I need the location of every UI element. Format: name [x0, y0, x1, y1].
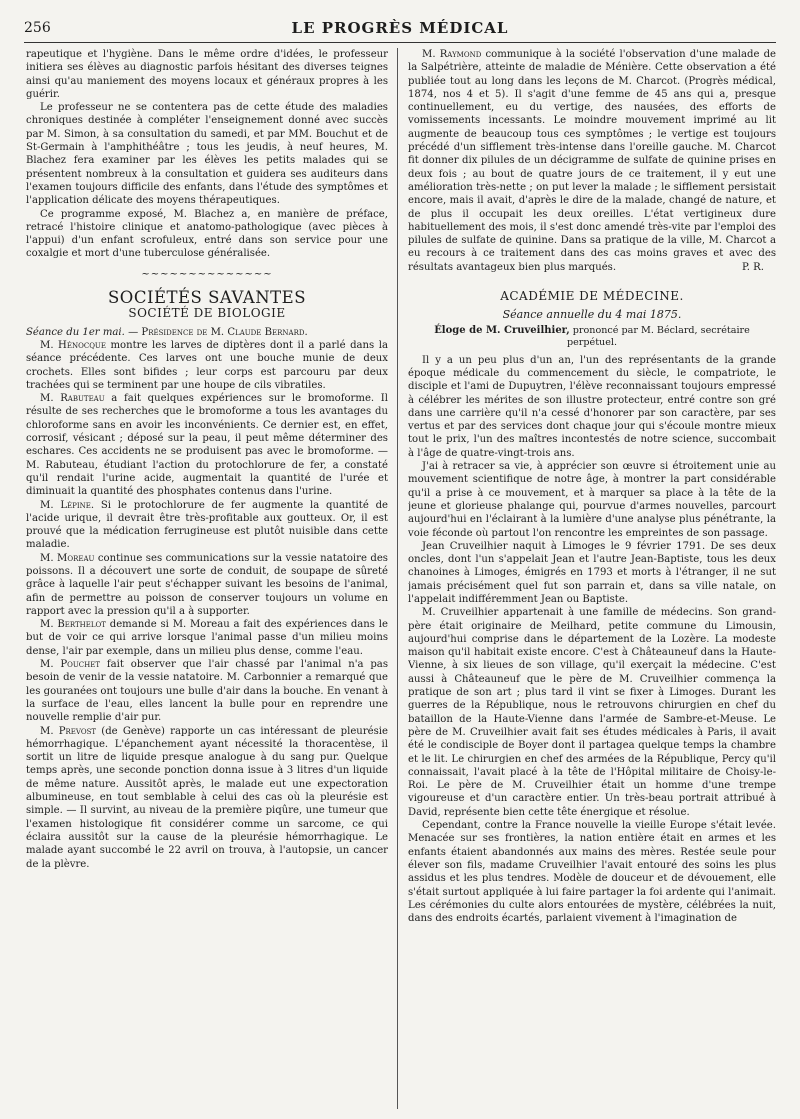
subsection-title: SOCIÉTÉ DE BIOLOGIE — [128, 306, 286, 321]
paragraph: M. Raymond communique à la société l'observation d'une malade de la Salpétrière, atteinte de maladie de Ménière. Cette observation a été publiée tout au long dans les leçons de M. Charcot. (Progrès médical, 1874, nos 4 et 5). Il s'agit d'une femme de 45 ans qui a, presque continuellement, eu du vertige, des nausées, des efforts de vomissements incessants. Le moindre mouvement imprimé au lit augmente de beaucoup tous ces symptômes ; le vertige est toujours précédé d'un sifflement très-intense dans l'oreille gauche. M. Charcot fit donner dix pilules de un décigramme de sulfate de quinine prises en deux fois ; au bout de quatre jours de ce traitement, il y eut une amélioration très-nette ; on put lever la malade ; le sifflement persistait encore, mais il avait, d'après le dire de la malade, changé de nature, et de plus il occupait les deux oreilles. L'état vertigineux dure habituellement des mois, il s'est donc amendé très-vite par l'emploi des pilules de sulfate de quinine. Dans sa pratique de la ville, M. Charcot a eu recours à ce traitement dans des cas moins graves et avec des résultats avantageux bien plus marqués. P. R. — [408, 49, 776, 273]
column-divider — [397, 48, 398, 1109]
paragraph: Cependant, contre la France nouvelle la vieille Europe s'était levée. Menacée sur ses frontières, la nation entière était en armes et les enfants étaient abandonnés aux mains des mères. Restée seule pour élever son fils, madame Cruveilhier l'avait entouré des soins les plus assidus et les plus tendres. Modèle de douceur et de dévouement, elle s'était surtout appliquée à lui faire partager la foi ardente qui l'animait. Les cérémonies du culte alors entourées de mystère, célébrées la nuit, dans des endroits écartés, parlaient vivement à l'imagination de — [408, 820, 776, 925]
speaker-name: M. Pouchet — [40, 659, 101, 671]
speaker-name: M. Moreau — [40, 552, 95, 564]
paragraph: J'ai à retracer sa vie, à apprécier son œuvre si étroitement unie au mouvement scientifique de notre âge, à montrer la part considérable qu'il a prise à ce mouvement, et à marquer sa place à la tête de la jeune et glorieuse phalange qui, pourvue d'armes nouvelles, parcourt aujourd'hui en l'éclairant à la lumière d'une analyse plus pénétrante, la voie féconde où partout l'on rencontre les empreintes de son passage. — [408, 461, 776, 539]
paragraph: rapeutique et l'hygiène. Dans le même ordre d'idées, le professeur initiera ses élèves au diagnostic parfois hésitant des diverses teignes ainsi qu'au maniement des moyens locaux et généraux propres à les guérir. — [26, 49, 388, 100]
speaker-name: M. Berthelot — [40, 619, 106, 631]
paragraph: Ce programme exposé, M. Blachez a, en manière de préface, retracé l'histoire clinique et anatomo-pathologique (avec pièces à l'appui) d'un enfant scrofuleux, entré dans son service pour une coxalgie et mort d'une tuberculose généralisée. — [26, 208, 388, 260]
paragraph: Jean Cruveilhier naquit à Limoges le 9 février 1791. De ses deux oncles, dont l'un s'appelait Jean et l'autre Jean-Baptiste, tous les deux chanoines à Limoges, émigrés en 1793 et morts à l'étranger, il ne sut jamais précisément quel fut son parrain et, dans sa ville natale, on l'appelait indifféremment Jean ou Baptiste. — [408, 540, 776, 605]
seance-line — [26, 326, 388, 339]
speaker-name: M. Hénocque — [40, 339, 106, 351]
right-column — [408, 48, 776, 1111]
eloge-subtitle: prononcé par M. Béclard, secrétaire perpétuel. — [566, 324, 750, 348]
eloge-heading — [408, 325, 776, 349]
paragraph: M. Moreau continue ses communications sur la vessie natatoire des poissons. Il a découvert une sorte de conduit, de soupape de sûreté grâce à laquelle l'air peut s'échapper suivant les besoins de l'animal, afin de permettre au poisson de conserver toujours un volume en rapport avec la pression qu'il a à supporter. — [26, 552, 388, 617]
paragraph: M. Rabuteau a fait quelques expériences sur le bromoforme. Il résulte de ses recherches que le bromoforme a tous les avantages du chloroforme sans en avoir les inconvénients. Ce dernier est, en effet, corrosif, vésicant ; déposé sur la peau, il peut même déterminer des eschares. Ces accidents ne se produisent pas avec le bromoforme. — M. Rabuteau, étudiant l'action du protochlorure de fer, a constaté qu'il rendait l'urine acide, augmentait la quantité de l'urée et diminuait la quantité des phosphates contenus dans l'urine. — [26, 393, 388, 498]
speaker-name: M. Lépine — [40, 499, 91, 511]
ornament-divider: ~~~~~~~~~~~~~~ — [141, 268, 273, 280]
page-number: 256 — [24, 20, 51, 36]
eloge-title: Éloge de M. Cruveilhier, — [434, 324, 570, 336]
page-header — [24, 18, 776, 43]
spacer — [408, 274, 776, 288]
academy-title: ACADÉMIE DE MÉDECINE. — [500, 289, 684, 304]
speaker-name: M. Rabuteau — [40, 393, 105, 405]
paragraph: M. Cruveilhier appartenait à une famille de médecins. Son grand-père était originaire de Meilhard, petite commune du Limousin, aujourd'hui comprise dans le département de la Lozère. La modeste maison qu'il habitait existe encore. C'est à Châteauneuf dans la Haute-Vienne, à six lieues de son village, qu'il exerçait la médecine. C'est aussi à Châteauneuf que le père de M. Cruveilhier commença la pratique de son art ; plus tard il vint se fixer à Limoges. Durant les guerres de la République, nous le retrouvons chirurgien en chef du bataillon de la Haute-Vienne dans l'armée de Sambre-et-Meuse. Le père de M. Cruveilhier avait fait ses études médicales à Paris, il avait été le condisciple de Boyer dont il partagea quelque temps la chambre et le lit. Le chirurgien en chef des armées de la République, Percy qu'il connaissait, l'avait placé à la tête de l'Hôpital militaire de Choisy-le-Roi. Le père de M. Cruveilhier était un homme d'une trempe vigoureuse et d'un caractère entier. Un très-beau portrait attribué à David, représente bien cette tête énergique et résolue. — [408, 607, 776, 818]
presidence: — Présidence de M. Claude Bernard. — [128, 326, 308, 338]
seance-title: Séance annuelle du 4 mai 1875. — [502, 308, 682, 322]
speaker-name: M. Prevost — [40, 725, 97, 737]
paragraph: Le professeur ne se contentera pas de cette étude des maladies chroniques destinée à compléter l'enseignement donné avec succès par M. Simon, à sa consultation du samedi, et par MM. Bouchut et de St-Germain à l'amphithéâtre ; tous les jeudis, à neuf heures, M. Blachez fera examiner par les élèves les petits malades qui se présentent nombreux à la consultation et guidera ses auditeurs dans l'examen toujours difficile des enfants, dans l'étude des symptômes et l'application délicate des moyens thérapeutiques. — [26, 102, 388, 207]
paragraph: M. Hénocque montre les larves de diptères dont il a parlé dans la séance précédente. Ces larves ont une bouche munie de deux crochets. Elles sont bifides ; leur corps est parcouru par deux trachées qui se terminent par une houpe de cils vibratiles. — [26, 339, 388, 391]
left-column — [26, 48, 388, 1111]
paragraph: M. Berthelot demande si M. Moreau a fait des expériences dans le but de voir ce qui arrive lorsque l'animal passe d'un milieu moins dense, l'air par exemple, dans un milieu plus dense, comme l'eau. — [26, 619, 388, 657]
seance-date: Séance du 1er mai. — [26, 326, 125, 338]
journal-title: LE PROGRÈS MÉDICAL — [291, 19, 509, 37]
signature: P. R. — [742, 261, 764, 273]
speaker-name: M. Raymond — [422, 49, 482, 60]
paragraph: M. Prevost (de Genève) rapporte un cas intéressant de pleurésie hémorrhagique. L'épanchement ayant nécessité la thoracentèse, il sortit un litre de liquide presque analogue à du sang pur. Quelque temps après, une seconde ponction donna issue à 3 litres d'un liquide de même nature. Aussitôt après, le malade eut une expectoration albumineuse, en tout semblable à celui des cas où la pleurésie est simple. — Il survint, au niveau de la première piqûre, une tumeur que l'examen histologique fit considérer comme un sarcome, ce qui éclaira aussitôt sur la cause de la pleurésie hémorrhagique. Le malade ayant succombé le 22 avril on trouva, à l'autopsie, un cancer de la plèvre. — [26, 725, 388, 870]
section-title: SOCIÉTÉS SAVANTES — [107, 288, 307, 308]
paragraph: Il y a un peu plus d'un an, l'un des représentants de la grande époque médicale du commencement du siècle, le compatriote, le disciple et l'ami de Dupuytren, l'élève reconnaissant toujours empressé à célébrer les mérites de son illustre protecteur, entré contre son gré dans une carrière qu'il n'a cessé d'honorer par son caractère, par ses vertus et par des services dont chaque jour qui s'écoule montre mieux tout le prix, l'un des maîtres incontestés de notre science, succombait à l'âge de quatre-vingt-trois ans. — [408, 354, 776, 459]
paragraph: M. Pouchet fait observer que l'air chassé par l'animal n'a pas besoin de venir de la vessie natatoire. M. Carbonnier a remarqué que les gouranées ont toujours une bulle d'air dans la bouche. En venant à la surface de l'eau, elles lancent la bulle pour en reprendre une nouvelle remplie d'air pur. — [26, 659, 388, 724]
paragraph: M. Lépine. Si le protochlorure de fer augmente la quantité de l'acide urique, il devrait être très-profitable aux goutteux. Or, il est prouvé que la médication ferrugineuse est plutôt nuisible dans cette maladie. — [26, 499, 388, 551]
